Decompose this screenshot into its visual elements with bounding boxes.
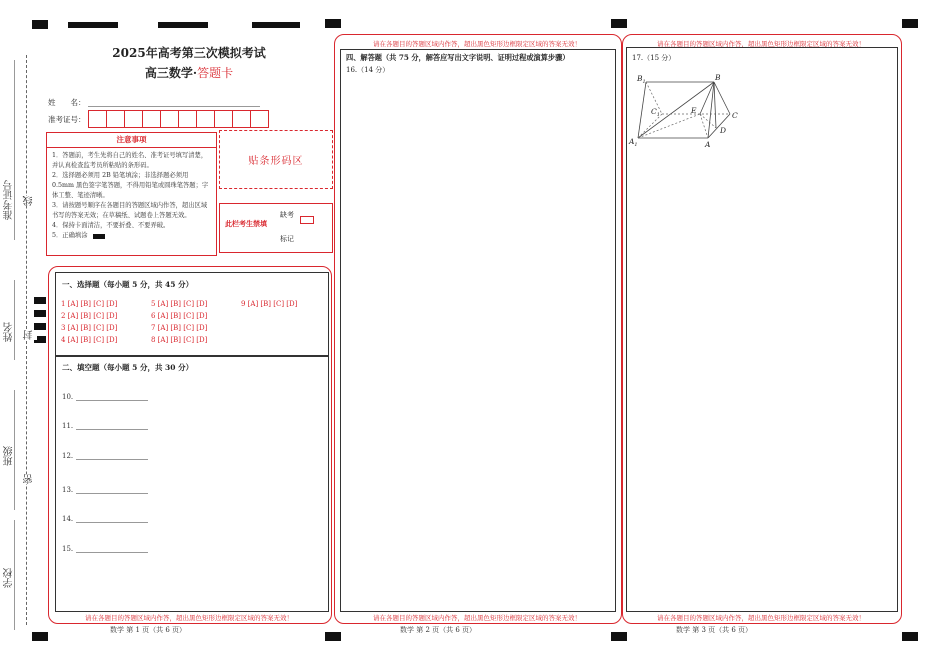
page-subtitle	[48, 64, 330, 81]
option-row-9[interactable]: 9 [A] [B] [C] [D]	[241, 300, 298, 308]
fill-item-13: 13.	[62, 486, 74, 494]
notice-title: 注意事项	[47, 133, 216, 148]
label-B: B	[715, 73, 721, 82]
question-16-label: 16.（14 分）	[346, 66, 390, 74]
fill-item-11: 11.	[62, 422, 74, 430]
label-A1: $A_1$	[629, 137, 638, 148]
name-label: 姓 名：	[48, 98, 86, 107]
page1-warning: 请在各题目的答题区域内作答，超出黑色矩形边框限定区域的答案无效！	[85, 614, 293, 622]
exam-no-box[interactable]	[107, 110, 125, 128]
marker-top-4	[325, 19, 341, 28]
edge-B-D	[714, 82, 716, 128]
subtitle-dot: ·	[192, 66, 198, 80]
exam-no-label: 准考证号：	[48, 115, 86, 124]
page3-warning-bottom: 请在各题目的答题区域内作答，超出黑色矩形边框限定区域的答案无效！	[657, 614, 865, 622]
edge-B1-A1	[638, 82, 646, 138]
side-marker-1	[34, 297, 46, 304]
marker-top-left	[32, 20, 48, 29]
side-label-class: 班级	[4, 446, 15, 466]
marker-bottom-right	[902, 632, 918, 641]
absent-label-2: 标记	[280, 235, 294, 243]
absent-checkbox[interactable]	[300, 216, 314, 224]
exam-no-box[interactable]	[125, 110, 143, 128]
fill-item-12: 12.	[62, 452, 74, 460]
section2-title: 二、填空题（每小题 5 分，共 30 分）	[62, 363, 194, 372]
barcode-label: 贴条形码区	[248, 156, 304, 167]
label-E: E	[691, 106, 697, 115]
side-marker-3	[34, 323, 46, 330]
edge-E-D	[700, 114, 716, 128]
notice-box	[46, 132, 217, 256]
exam-no-box[interactable]	[161, 110, 179, 128]
side-label-xian: 线	[24, 196, 35, 206]
side-marker-2	[34, 310, 46, 317]
binding-dashed-line	[26, 55, 27, 625]
fill-answer-15[interactable]	[76, 552, 148, 553]
page2-warning-bottom: 请在各题目的答题区域内作答，超出黑色矩形边框限定区域的答案无效！	[373, 614, 581, 622]
fill-answer-10[interactable]	[76, 400, 148, 401]
marker-bottom-left	[32, 632, 48, 641]
option-row-8[interactable]: 8 [A] [B] [C] [D]	[151, 336, 208, 344]
notice-item-1: 1．答题前，考生先将自己的姓名、准考证号填写清楚，并认真检查监考员所粘贴的条形码。	[52, 152, 208, 169]
section1-title: 一、选择题（每小题 5 分，共 45 分）	[62, 280, 194, 289]
exam-no-box[interactable]	[215, 110, 233, 128]
absent-warning: 此栏考生禁填	[225, 219, 267, 228]
page1-footer: 数学 第 1 页（共 6 页）	[110, 626, 187, 634]
marker-top-2	[158, 22, 208, 28]
marker-top-1	[68, 22, 118, 28]
fill-item-10: 10.	[62, 393, 74, 401]
fill-answer-11[interactable]	[76, 429, 148, 430]
side-label-name: 姓名	[4, 322, 15, 342]
edge-C-A	[708, 114, 730, 138]
label-D: D	[720, 126, 727, 135]
option-row-5[interactable]: 5 [A] [B] [C] [D]	[151, 300, 208, 308]
exam-no-box[interactable]	[197, 110, 215, 128]
marker-bottom-2	[325, 632, 341, 641]
side-label-feng: 封	[24, 330, 35, 340]
option-row-4[interactable]: 4 [A] [B] [C] [D]	[61, 336, 118, 344]
fill-item-14: 14.	[62, 515, 74, 523]
fill-item-15: 15.	[62, 545, 74, 553]
label-A: A	[705, 140, 711, 149]
option-row-1[interactable]: 1 [A] [B] [C] [D]	[61, 300, 118, 308]
fill-answer-14[interactable]	[76, 522, 148, 523]
side-label-exam-no: 准考证号	[4, 180, 15, 220]
page-title: 2025年高考第三次模拟考试	[112, 46, 266, 60]
marker-top-5	[611, 19, 627, 28]
section2-box	[55, 355, 329, 612]
name-input-line[interactable]	[88, 106, 260, 107]
subtitle-text: 高三数学	[144, 66, 193, 80]
option-row-6[interactable]: 6 [A] [B] [C] [D]	[151, 312, 208, 320]
exam-no-box[interactable]	[143, 110, 161, 128]
label-B1: $B_1$	[637, 74, 646, 85]
notice-item-5: 5．正确填涂	[52, 232, 88, 239]
section4-title: 四、解答题（共 75 分，解答应写出文字说明、证明过程或演算步骤）	[346, 53, 570, 62]
option-row-2[interactable]: 2 [A] [B] [C] [D]	[61, 312, 118, 320]
barcode-area	[219, 130, 333, 189]
edge-A1-E	[638, 114, 700, 138]
marker-top-3	[252, 22, 300, 28]
side-label-school: 学校	[4, 568, 15, 588]
notice-item-3: 3．请按题号顺序在各题目的答题区域内作答，超出区域书写的答案无效；在草稿纸、试题卷上答题无效。	[52, 202, 208, 219]
option-row-3[interactable]: 3 [A] [B] [C] [D]	[61, 324, 118, 332]
edge-A1-B	[638, 82, 714, 138]
exam-no-box[interactable]	[233, 110, 251, 128]
option-row-7[interactable]: 7 [A] [B] [C] [D]	[151, 324, 208, 332]
section4-box	[340, 49, 616, 612]
edge-B-A	[708, 82, 714, 138]
label-C: C	[732, 111, 738, 120]
filled-sample-mark	[93, 234, 105, 239]
marker-bottom-3	[611, 632, 627, 641]
absent-label-1: 缺考	[280, 211, 294, 219]
edge-B-C	[714, 82, 730, 114]
notice-item-4: 4．保持卡面清洁，不要折叠、不要弄破。	[52, 222, 170, 229]
label-C1: $C_1$	[651, 107, 660, 118]
absent-box	[219, 203, 333, 253]
fill-answer-13[interactable]	[76, 493, 148, 494]
exam-no-box[interactable]	[179, 110, 197, 128]
page3-warning-top: 请在各题目的答题区域内作答，超出黑色矩形边框限定区域的答案无效！	[657, 40, 865, 48]
question-17-label: 17.（15 分）	[632, 54, 676, 62]
subtitle-red: 答题卡	[197, 66, 234, 80]
page3-footer: 数学 第 3 页（共 6 页）	[676, 626, 753, 634]
side-label-mi: 密	[24, 474, 35, 484]
page2-warning-top: 请在各题目的答题区域内作答，超出黑色矩形边框限定区域的答案无效！	[373, 40, 581, 48]
prism-figure	[626, 70, 756, 154]
page2-footer: 数学 第 2 页（共 6 页）	[400, 626, 477, 634]
notice-item-2: 2．选择题必须用 2B 铅笔填涂；非选择题必须用 0.5mm 黑色签字笔答题，不得用铅笔或圆珠笔答题；字体工整、笔迹清晰。	[52, 172, 209, 199]
marker-top-right	[902, 19, 918, 28]
exam-no-box[interactable]	[251, 110, 269, 128]
fill-answer-12[interactable]	[76, 459, 148, 460]
exam-no-boxes[interactable]	[88, 110, 269, 128]
side-field-line-2	[14, 280, 15, 360]
exam-no-box[interactable]	[88, 110, 107, 128]
